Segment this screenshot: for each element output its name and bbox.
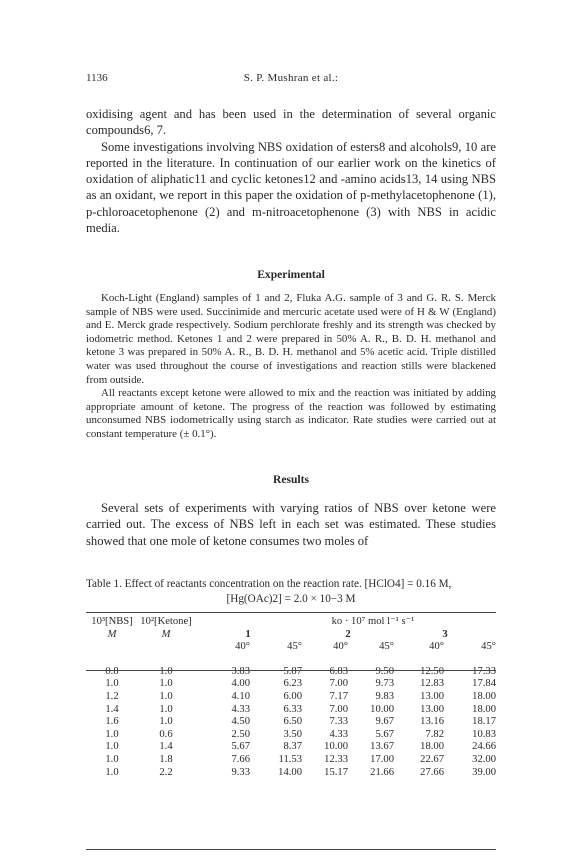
- cell-rate: 18.00: [472, 690, 496, 702]
- running-head: S. P. Mushran et al.:: [243, 72, 339, 84]
- cell-rate: 17.33: [472, 665, 496, 677]
- cell-rate: 4.50: [231, 716, 250, 728]
- cell-rate: 7.33: [329, 716, 348, 728]
- cell-rate: 14.00: [278, 766, 302, 778]
- cell-rate: 18.00: [472, 703, 496, 715]
- cell-rate: 13.00: [420, 690, 444, 702]
- table-header-row-2: [86, 629, 496, 642]
- cell-rate: 5.67: [231, 741, 250, 753]
- cell-rate: 3.50: [283, 728, 302, 740]
- table-row: [86, 666, 496, 679]
- cell-rate: 12.33: [324, 753, 348, 765]
- table-row: [86, 716, 496, 729]
- cell-rate: 27.66: [420, 766, 444, 778]
- page-number: 1136: [86, 72, 108, 84]
- cell-rate: 4.10: [231, 690, 250, 702]
- cell-rate: 7.82: [425, 728, 444, 740]
- cell-rate: 7.00: [329, 703, 348, 715]
- cell-ketone: 1.0: [159, 665, 173, 677]
- col-header-nbs: 10³[NBS]: [91, 616, 133, 627]
- table-caption-line-1: Table 1. Effect of reactants concentration on the reaction rate. [HClO4] = 0.16 M,: [86, 578, 452, 590]
- experimental-text: [86, 292, 496, 442]
- table-row: [86, 704, 496, 717]
- col-header-ketone: 10²[Ketone]: [140, 616, 192, 627]
- cell-rate: 32.00: [472, 753, 496, 765]
- intro-text: [86, 106, 496, 236]
- cell-rate: 39.00: [472, 766, 496, 778]
- cell-rate: 10.00: [324, 741, 348, 753]
- cell-rate: 6.50: [283, 716, 302, 728]
- cell-rate: 13.00: [420, 703, 444, 715]
- table-row: [86, 741, 496, 754]
- table-header-row-3: [86, 641, 496, 654]
- cell-rate: 11.53: [278, 753, 302, 765]
- intro-paragraph-2: Some investigations involving NBS oxidation of esters8 and alcohols9, 10 are reported in the literature. In continuation of our earlier work on the kinetics of oxidation of aliphatic11 and cyclic ketones12 and -amino acids13, 14 using NBS as an oxidant, we report in this paper the oxidation of p-methylacetophenone (1), p-chloroacetophenone (2) and m-nitroacetophenone (3) with NBS in acidic media.: [86, 139, 496, 236]
- cell-nbs: 0.8: [105, 665, 119, 677]
- cell-ketone: 1.4: [159, 741, 173, 753]
- cell-rate: 9.67: [375, 716, 394, 728]
- cell-nbs: 1.2: [105, 690, 119, 702]
- cell-nbs: 1.0: [105, 753, 119, 765]
- cell-rate: 2.50: [231, 728, 250, 740]
- temp-header: 45°: [379, 641, 394, 653]
- cell-rate: 6.33: [283, 703, 302, 715]
- cell-rate: 15.17: [324, 766, 348, 778]
- temp-header: 40°: [429, 641, 444, 653]
- temp-header: 40°: [333, 641, 348, 653]
- cell-rate: 18.00: [420, 741, 444, 753]
- experimental-heading: Experimental: [257, 268, 325, 281]
- cell-rate: 13.67: [370, 741, 394, 753]
- cell-rate: 10.83: [472, 728, 496, 740]
- cell-rate: 7.66: [231, 753, 250, 765]
- results-text: [86, 500, 496, 549]
- intro-paragraph-1: oxidising agent and has been used in the determination of several organic compounds6, 7.: [86, 107, 496, 138]
- cell-rate: 6.00: [283, 690, 302, 702]
- cell-rate: 9.33: [231, 766, 250, 778]
- temp-header: 45°: [287, 641, 302, 653]
- cell-rate: 21.66: [370, 766, 394, 778]
- cell-rate: 18.17: [472, 716, 496, 728]
- temp-header: 40°: [235, 641, 250, 653]
- table-header-row-1: [86, 616, 496, 629]
- cell-rate: 17.00: [370, 753, 394, 765]
- table-row: [86, 767, 496, 780]
- table-row: [86, 754, 496, 767]
- cell-rate: 13.16: [420, 716, 444, 728]
- cell-rate: 17.84: [472, 678, 496, 690]
- cell-ketone: 1.8: [159, 753, 173, 765]
- cell-rate: 4.33: [231, 703, 250, 715]
- cell-rate: 5.67: [375, 728, 394, 740]
- cell-rate: 6.23: [283, 678, 302, 690]
- cell-ketone: 1.0: [159, 703, 173, 715]
- experimental-paragraph-2: All reactants except ketone were allowed to mix and the reaction was initiated by adding appropriate amount of ketone. The progress of the reaction was followed by estimating unconsumed NBS iodometrically using starch as indicator. Rate studies were carried out at constant temperature (± 0.1°).: [86, 387, 496, 440]
- cell-rate: 9.83: [375, 690, 394, 702]
- table-caption: [86, 577, 496, 607]
- col-header-rate: ko · 10⁷ mol l⁻¹ s⁻¹: [331, 616, 415, 627]
- cell-nbs: 1.4: [105, 703, 119, 715]
- col-unit-ketone: M: [161, 628, 171, 640]
- table-header-rule: [86, 670, 496, 671]
- cell-rate: 7.00: [329, 678, 348, 690]
- table-row: [86, 678, 496, 691]
- cell-ketone: 1.0: [159, 716, 173, 728]
- table-row: [86, 691, 496, 704]
- cell-rate: 10.00: [370, 703, 394, 715]
- header-spacer: [86, 654, 496, 666]
- cell-ketone: 2.2: [159, 766, 173, 778]
- cell-rate: 5.87: [283, 665, 302, 677]
- table-bottom-rule: [86, 849, 496, 850]
- table-top-rule: [86, 612, 496, 613]
- cell-rate: 3.83: [231, 665, 250, 677]
- cell-rate: 4.33: [329, 728, 348, 740]
- cell-rate: 12.50: [420, 665, 444, 677]
- cell-rate: 8.37: [283, 741, 302, 753]
- ketone-1-header: 1: [245, 628, 251, 640]
- cell-rate: 22.67: [420, 753, 444, 765]
- cell-nbs: 1.0: [105, 766, 119, 778]
- results-paragraph-1: Several sets of experiments with varying ratios of NBS over ketone were carried out. The excess of NBS left in each set was estimated. These studies showed that one mole of ketone consumes two moles of: [86, 501, 496, 548]
- ketone-2-header: 2: [345, 628, 351, 640]
- cell-nbs: 1.0: [105, 728, 119, 740]
- cell-rate: 24.66: [472, 741, 496, 753]
- table-caption-line-2: [Hg(OAc)2] = 2.0 × 10−3 M: [226, 593, 356, 605]
- cell-rate: 7.17: [329, 690, 348, 702]
- cell-rate: 9.73: [375, 678, 394, 690]
- cell-ketone: 1.0: [159, 678, 173, 690]
- experimental-paragraph-1: Koch-Light (England) samples of 1 and 2, Fluka A.G. sample of 3 and G. R. S. Merck sample of NBS were used. Succinimide and mercuric acetate used were of H & W (England) and E. Merck grade respectively. Sodium perchlorate freshly and its strength was checked by iodometric method. Ketones 1 and 2 were prepared in 50% A. R., B. D. H. methanol and ketone 3 was prepared in 50% A. R., B. D. H. methanol and 5% acetic acid. Triple distilled water was used throughout the course of investigations and reaction stills were blackened from outside.: [86, 292, 496, 386]
- rate-table: [86, 616, 496, 779]
- cell-rate: 4.00: [231, 678, 250, 690]
- cell-rate: 9.50: [375, 665, 394, 677]
- ketone-3-header: 3: [442, 628, 448, 640]
- cell-rate: 6.83: [329, 665, 348, 677]
- cell-nbs: 1.6: [105, 716, 119, 728]
- col-unit-nbs: M: [107, 628, 117, 640]
- cell-nbs: 1.0: [105, 678, 119, 690]
- cell-rate: 12.83: [420, 678, 444, 690]
- cell-ketone: 1.0: [159, 690, 173, 702]
- table-row: [86, 729, 496, 742]
- results-heading: Results: [272, 473, 310, 486]
- temp-header: 45°: [481, 641, 496, 653]
- cell-ketone: 0.6: [159, 728, 173, 740]
- cell-nbs: 1.0: [105, 741, 119, 753]
